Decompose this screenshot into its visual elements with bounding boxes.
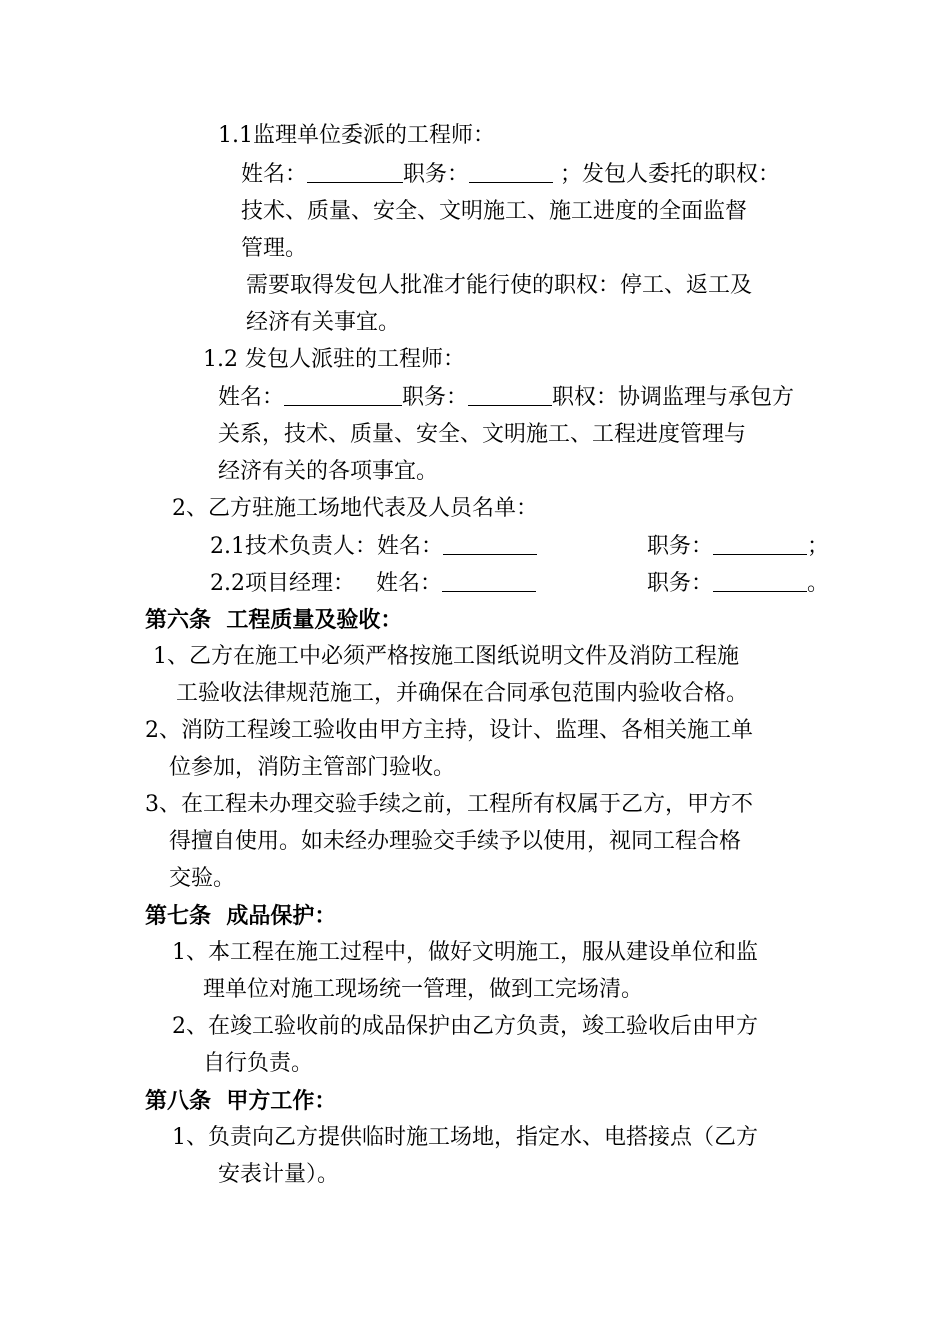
duty-label: 职务： [402, 385, 469, 410]
name-label: 姓名： [241, 162, 308, 187]
article-7-item-2: 2、在竣工验收前的成品保护由乙方负责，竣工验收后由甲方 [172, 1014, 758, 1039]
section-1-1-approval-cont: 经济有关事宜。 [246, 310, 401, 335]
duty-blank [468, 383, 552, 406]
article-8-item-1: 1、负责向乙方提供临时施工场地，指定水、电搭接点（乙方 [172, 1125, 758, 1150]
article-6-item-3-end: 交验。 [169, 866, 236, 891]
end-mark: 。 [807, 571, 830, 596]
section-2-title: 2、乙方驻施工场地代表及人员名单： [172, 496, 538, 521]
tech-lead-row [210, 532, 537, 561]
duty-blank [713, 569, 807, 592]
article-8-heading: 第八条 甲方工作： [145, 1088, 337, 1114]
tech-lead-duty [647, 532, 829, 561]
article-6-item-3: 3、在工程未办理交验手续之前，工程所有权属于乙方，甲方不 [145, 792, 753, 817]
name-blank [307, 160, 403, 183]
section-1-2-name-duty-line [218, 383, 794, 412]
article-6-item-2: 2、消防工程竣工验收由甲方主持，设计、监理、各相关施工单 [145, 718, 753, 743]
duty-blank [469, 160, 553, 183]
article-6-item-1-cont: 工验收法律规范施工，并确保在合同承包范围内验收合格。 [176, 681, 749, 706]
tech-lead-label: 2.1技术负责人：姓名： [210, 534, 443, 559]
article-6-heading: 第六条 工程质量及验收： [145, 607, 403, 633]
article-8-item-1-cont: 安表计量）。 [218, 1162, 340, 1187]
section-1-2-title: 1.2 发包人派驻的工程师： [203, 347, 465, 372]
duty-label: 职务： [647, 571, 714, 596]
duty-blank [713, 532, 807, 555]
duty-label: 职务： [403, 162, 470, 187]
article-6-item-2-cont: 位参加，消防主管部门验收。 [169, 755, 456, 780]
name-label: 姓名： [218, 385, 285, 410]
article-6-item-3-cont: 得擅自使用。如未经办理验交手续予以使用，视同工程合格 [169, 829, 742, 854]
project-manager-row [210, 569, 536, 598]
duty-label: 职务： [647, 534, 714, 559]
section-1-1-name-duty-line [241, 160, 780, 189]
article-7-item-1: 1、本工程在施工过程中，做好文明施工，服从建设单位和监 [172, 940, 758, 965]
project-manager-name-blank [442, 569, 536, 592]
article-7-item-2-cont: 自行负责。 [203, 1051, 314, 1076]
authority-label: 职权：协调监理与承包方 [552, 385, 795, 410]
delegated-authority-label: ；发包人委托的职权： [553, 162, 781, 187]
tech-lead-name-blank [443, 532, 537, 555]
project-manager-duty [647, 569, 829, 598]
project-manager-label: 2.2项目经理： 姓名： [210, 571, 442, 596]
section-1-1-approval: 需要取得发包人批准才能行使的职权：停工、返工及 [246, 273, 753, 298]
section-1-1-scope: 技术、质量、安全、文明施工、施工进度的全面监督 [241, 199, 748, 224]
article-7-item-1-cont: 理单位对施工现场统一管理，做到工完场清。 [203, 977, 644, 1002]
section-1-2-authority-cont: 关系，技术、质量、安全、文明施工、工程进度管理与 [218, 422, 747, 447]
section-1-1-scope-cont: 管理。 [241, 236, 308, 261]
article-7-heading: 第七条 成品保护： [145, 903, 337, 929]
article-6-item-1: 1、乙方在施工中必须严格按施工图纸说明文件及消防工程施 [153, 644, 739, 669]
name-blank [284, 383, 402, 406]
end-mark: ； [807, 534, 830, 559]
section-1-2-authority-end: 经济有关的各项事宜。 [218, 459, 439, 484]
section-1-1-title: 1.1监理单位委派的工程师： [218, 123, 495, 148]
